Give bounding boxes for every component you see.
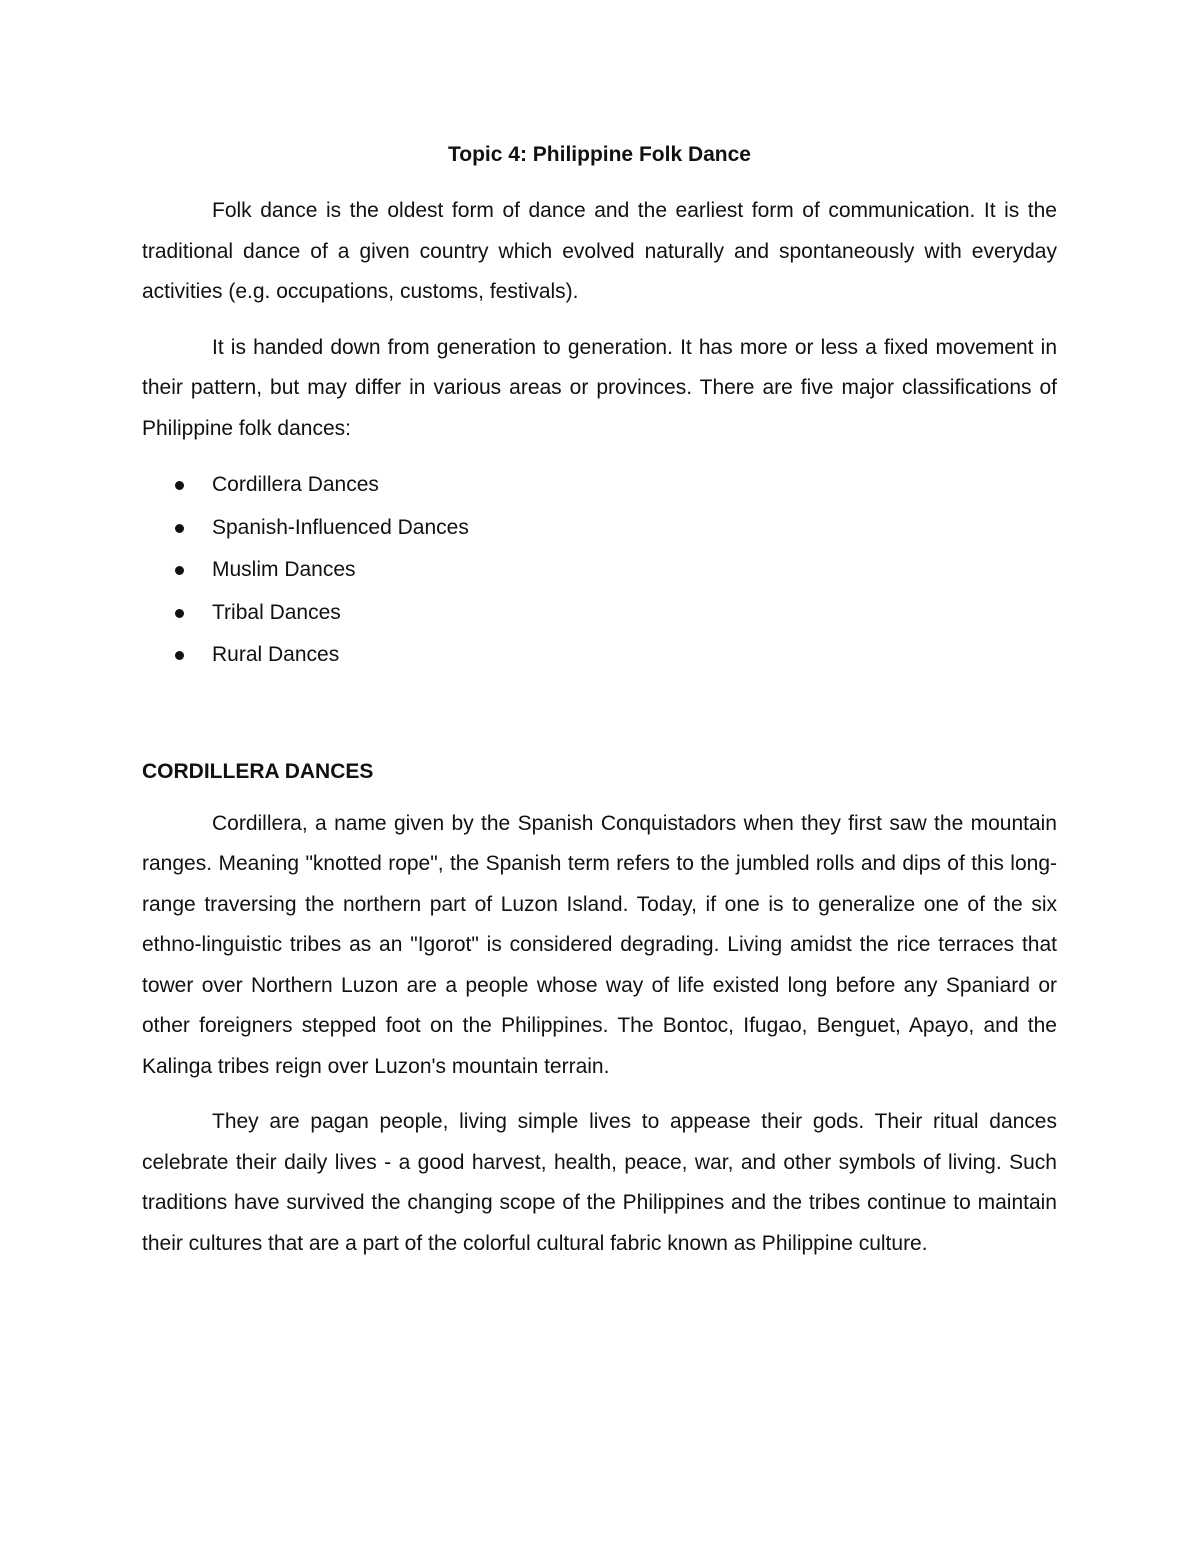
classification-list xyxy=(142,464,1057,677)
cordillera-paragraph-2: They are pagan people, living simple lives to appease their gods. Their ritual dances celebrate their daily lives - a good harvest, health, peace, war, and other symbols of living. Such traditions have survived the changing scope of the Philippines and the tribes continue to maintain their cultures that are a part of the colorful cultural fabric known as Philippine culture. xyxy=(142,1110,1057,1255)
list-item xyxy=(142,592,1057,635)
page-title: Topic 4: Philippine Folk Dance xyxy=(448,143,751,166)
intro-paragraph-2: It is handed down from generation to generation. It has more or less a fixed movement in their pattern, but may differ in various areas or provinces. There are five major classifications of Philippine folk dances: xyxy=(142,335,1057,440)
bullet-icon xyxy=(175,566,184,575)
list-item-label: Spanish-Influenced Dances xyxy=(212,515,469,539)
intro-paragraph-1: Folk dance is the oldest form of dance and the earliest form of communication. It is the traditional dance of a given country which evolved naturally and spontaneously with everyday activities (e.g. occupations, customs, festivals). xyxy=(142,199,1057,303)
bullet-icon xyxy=(175,651,184,660)
list-item-label: Tribal Dances xyxy=(212,600,341,624)
list-item xyxy=(142,549,1057,592)
bullet-icon xyxy=(175,609,184,618)
list-item-label: Cordillera Dances xyxy=(212,473,379,496)
bullet-icon xyxy=(175,524,184,533)
list-item-label: Rural Dances xyxy=(212,643,340,666)
document-page xyxy=(142,140,1057,1279)
section-heading-cordillera: CORDILLERA DANCES xyxy=(142,759,374,783)
bullet-icon xyxy=(175,481,184,490)
list-item xyxy=(142,634,1057,677)
list-item xyxy=(142,464,1057,507)
cordillera-paragraph-1: Cordillera, a name given by the Spanish Conquistadors when they first saw the mountain ranges. Meaning "knotted rope", the Spanish term refers to the jumbled rolls and dips of this long-range traversing the northern part of Luzon Island. Today, if one is to generalize one of the six ethno-linguistic tribes as an "Igorot" is considered degrading. Living amidst the rice terraces that tower over Northern Luzon are a people whose way of life existed long before any Spaniard or other foreigners stepped foot on the Philippines. The Bontoc, Ifugao, Benguet, Apayo, and the Kalinga tribes reign over Luzon's mountain terrain. xyxy=(142,811,1057,1078)
list-item xyxy=(142,507,1057,550)
list-item-label: Muslim Dances xyxy=(212,558,356,581)
